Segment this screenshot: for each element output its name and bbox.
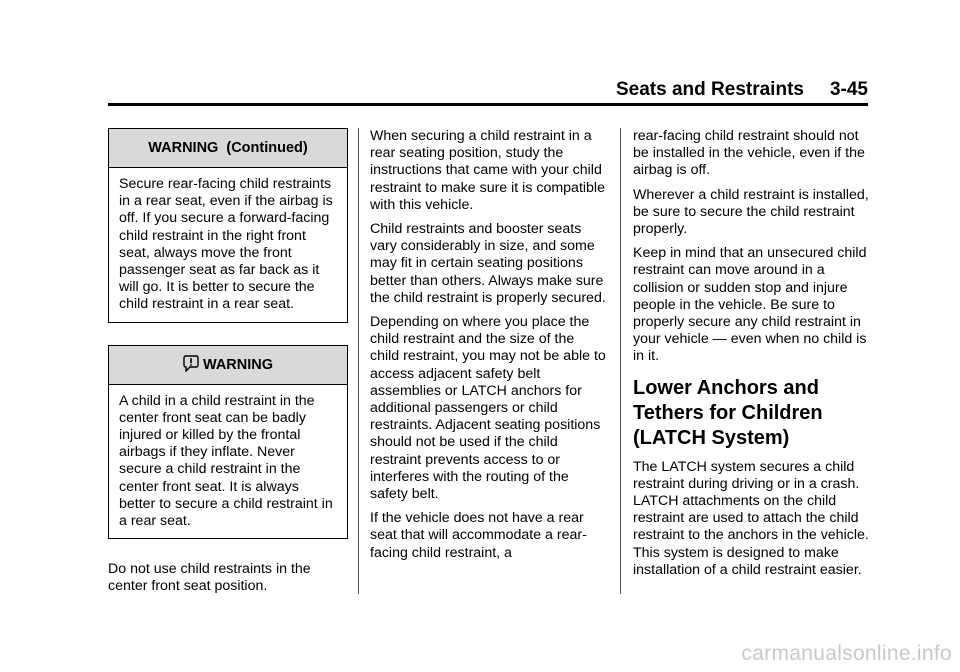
body-paragraph: The LATCH system secures a child restraint during driving or in a crash. LATCH attachments on the child restraint are used to attach the child restraint to the anchors in the vehicle. This system is designed to make installation of a child restraint easier. — [633, 458, 869, 578]
warning-continued-box — [108, 128, 348, 323]
column-3 — [633, 128, 869, 586]
body-paragraph: Depending on where you place the child restraint and the size of the child restraint, you may not be able to access adjacent safety belt assemblies or LATCH anchors for additional passengers or child restraints. Adjacent seating positions should not be used if the child restraint prevents access to or interferes with the routing of the safety belt. — [370, 314, 606, 503]
warning-continued-text: Secure rear-facing child restraints in a rear seat, even if the airbag is off. If you secure a forward-facing child restraint in the right front seat, always move the front passenger seat as far back as it will go. It is better to secure the child restraint in a rear seat. — [119, 176, 333, 313]
body-paragraph: rear-facing child restraint should not be installed in the vehicle, even if the airbag is off. — [633, 128, 865, 179]
body-paragraph: Wherever a child restraint is installed, be sure to secure the child restraint properly. — [633, 186, 869, 238]
page-header — [108, 78, 868, 102]
body-paragraph: If the vehicle does not have a rear seat that will accommodate a rear-facing child restraint, a — [370, 510, 587, 561]
watermark: carmanualsonline.info — [741, 642, 952, 665]
warning-continued-body — [109, 168, 347, 322]
page-number: 3-45 — [829, 79, 868, 100]
section-heading: Lower Anchors and Tethers for Children (LATCH System) — [633, 376, 823, 449]
column-divider — [358, 128, 359, 594]
column-divider — [620, 128, 621, 594]
column-2 — [370, 128, 606, 569]
body-paragraph: Keep in mind that an unsecured child restraint can move around in a collision or sudden stop and injure people in the vehicle. Be sure to properly secure any child restraint in your vehicle — even when no child is in it. — [633, 245, 867, 365]
warning-continued-title: WARNING (Continued) — [109, 129, 347, 168]
warning-text: A child in a child restraint in the center front seat can be badly injured or killed by the frontal airbags if they inflate. Never secure a child restraint in the center front seat. It is always better to secure a child restraint in a rear seat. — [119, 392, 333, 530]
body-paragraph: When securing a child restraint in a rear seating position, study the instructions that came with your child restraint to make sure it is compatible with this vehicle. — [370, 128, 605, 213]
warning-box — [108, 345, 348, 540]
warning-icon — [183, 349, 199, 387]
section-title: Seats and Restraints — [616, 79, 804, 100]
warning-body — [109, 385, 347, 539]
body-paragraph: Child restraints and booster seats vary considerably in size, and some may fit in certain seating positions better than others. Always make sure the child restraint is properly secured. — [370, 221, 606, 306]
warning-header — [109, 346, 347, 385]
column-1 — [108, 128, 348, 603]
body-paragraph: Do not use child restraints in the center front seat position. — [108, 561, 311, 595]
header-rule — [108, 103, 868, 106]
warning-title: WARNING — [202, 356, 274, 373]
